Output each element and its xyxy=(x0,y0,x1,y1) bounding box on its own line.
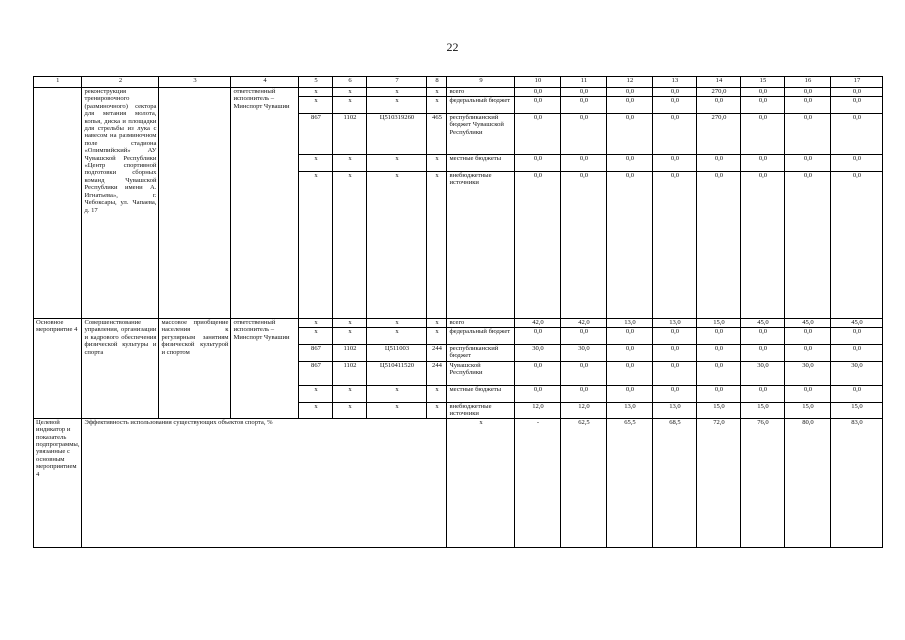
value-cell: 270,0 xyxy=(697,114,741,155)
funding-source-cell: федеральный бюджет xyxy=(447,97,515,114)
value-cell: 0,0 xyxy=(653,172,697,319)
value-cell: 0,0 xyxy=(607,97,653,114)
goal-empty xyxy=(159,88,231,319)
code-cell-c7: x xyxy=(367,172,427,319)
code-cell-c8: 244 xyxy=(427,345,447,362)
indicator-value: 72,0 xyxy=(697,418,741,547)
indicator-value: 65,5 xyxy=(607,418,653,547)
code-cell-c6: 1102 xyxy=(333,345,367,362)
code-cell-c5: x xyxy=(299,386,333,403)
header-cell: 1 xyxy=(34,77,82,88)
value-cell: 0,0 xyxy=(653,328,697,345)
funding-source-cell: местные бюджеты xyxy=(447,386,515,403)
value-cell: 0,0 xyxy=(785,155,831,172)
code-cell-c6: 1102 xyxy=(333,362,367,386)
value-cell: 0,0 xyxy=(741,97,785,114)
value-cell: 0,0 xyxy=(561,386,607,403)
header-row xyxy=(34,77,883,88)
code-cell-c8: 465 xyxy=(427,114,447,155)
indicator-unit: x xyxy=(447,418,515,547)
indicator-row xyxy=(34,418,883,547)
code-cell-c6: x xyxy=(333,155,367,172)
value-cell: 0,0 xyxy=(785,386,831,403)
value-cell: 0,0 xyxy=(697,362,741,386)
header-cell: 2 xyxy=(82,77,159,88)
executor-cell: ответственный исполнитель – Минспорт Чувашии xyxy=(231,88,299,319)
code-cell-c7: Ц511003 xyxy=(367,345,427,362)
funding-source-cell: всего xyxy=(447,88,515,97)
value-cell: 0,0 xyxy=(831,114,883,155)
table-row xyxy=(34,88,883,97)
value-cell: 0,0 xyxy=(607,386,653,403)
value-cell: 0,0 xyxy=(561,155,607,172)
code-cell-c8: 244 xyxy=(427,362,447,386)
code-cell-c6: x xyxy=(333,386,367,403)
value-cell: 0,0 xyxy=(607,172,653,319)
code-cell-c8: x xyxy=(427,88,447,97)
indicator-text: Эффективность использования существующих объектов спорта, % xyxy=(82,418,447,547)
value-cell: 0,0 xyxy=(785,328,831,345)
value-cell: 45,0 xyxy=(785,319,831,328)
code-cell-c7: x xyxy=(367,328,427,345)
value-cell: 0,0 xyxy=(741,114,785,155)
measure-name: реконструкция тренировочного (разминочного) сектора для метания молота, копья, диска и площадки для стрельбы из лука с навесом на разминочном поле стадиона «Олимпийский» АУ Чувашской Республики «Центр спортивной подготовки сборных команд Чувашской Республики имени А. Игнатьева», г. Чебоксары, ул. Чапаева, д. 17 xyxy=(82,88,159,319)
value-cell: 0,0 xyxy=(785,172,831,319)
value-cell: 13,0 xyxy=(607,403,653,419)
header-cell: 11 xyxy=(561,77,607,88)
value-cell: 0,0 xyxy=(697,97,741,114)
code-cell-c8: x xyxy=(427,328,447,345)
funding-source-cell: федеральный бюджет xyxy=(447,328,515,345)
code-cell-c8: x xyxy=(427,386,447,403)
value-cell: 0,0 xyxy=(653,362,697,386)
value-cell: 0,0 xyxy=(607,88,653,97)
header-cell: 3 xyxy=(159,77,231,88)
value-cell: 0,0 xyxy=(515,97,561,114)
value-cell: 15,0 xyxy=(785,403,831,419)
code-cell-c6: x xyxy=(333,88,367,97)
executor-cell: ответственный исполнитель – Минспорт Чувашии xyxy=(231,319,299,419)
value-cell: 0,0 xyxy=(653,97,697,114)
header-cell: 14 xyxy=(697,77,741,88)
value-cell: 0,0 xyxy=(697,155,741,172)
funding-source-cell: внебюджетные источники xyxy=(447,172,515,319)
value-cell: 15,0 xyxy=(697,403,741,419)
funding-source-cell: внебюджетные источники xyxy=(447,403,515,419)
value-cell: 13,0 xyxy=(653,319,697,328)
value-cell: 0,0 xyxy=(515,114,561,155)
code-cell-c7: x xyxy=(367,88,427,97)
indicator-value: 76,0 xyxy=(741,418,785,547)
value-cell: 0,0 xyxy=(831,386,883,403)
page-number: 22 xyxy=(446,40,459,54)
code-cell-c6: x xyxy=(333,403,367,419)
code-cell-c7: Ц510411520 xyxy=(367,362,427,386)
value-cell: 0,0 xyxy=(741,328,785,345)
value-cell: 0,0 xyxy=(515,172,561,319)
indicator-value: 83,0 xyxy=(831,418,883,547)
value-cell: 270,0 xyxy=(697,88,741,97)
value-cell: 0,0 xyxy=(515,155,561,172)
funding-source-cell: всего xyxy=(447,319,515,328)
budget-table xyxy=(33,76,883,548)
value-cell: 0,0 xyxy=(697,172,741,319)
value-cell: 0,0 xyxy=(653,114,697,155)
indicator-value: - xyxy=(515,418,561,547)
code-cell-c6: x xyxy=(333,328,367,345)
header-cell: 4 xyxy=(231,77,299,88)
code-cell-c6: x xyxy=(333,319,367,328)
value-cell: 0,0 xyxy=(653,88,697,97)
indicator-value: 68,5 xyxy=(653,418,697,547)
code-cell-c6: x xyxy=(333,97,367,114)
value-cell: 45,0 xyxy=(741,319,785,328)
code-cell-c5: x xyxy=(299,403,333,419)
measure-name: Совершенствование управления, организации и кадрового обеспечения физической культуры и спорта xyxy=(82,319,159,419)
value-cell: 0,0 xyxy=(741,345,785,362)
indicator-value: 80,0 xyxy=(785,418,831,547)
code-cell-c8: x xyxy=(427,97,447,114)
value-cell: 0,0 xyxy=(515,386,561,403)
row-label-empty xyxy=(34,88,82,319)
value-cell: 0,0 xyxy=(831,155,883,172)
value-cell: 0,0 xyxy=(607,328,653,345)
value-cell: 0,0 xyxy=(607,114,653,155)
value-cell: 42,0 xyxy=(561,319,607,328)
header-cell: 10 xyxy=(515,77,561,88)
code-cell-c5: x xyxy=(299,328,333,345)
goal-cell: массовое приобщение населения к регулярным занятиям физической культурой и спортом xyxy=(159,319,231,419)
header-cell: 9 xyxy=(447,77,515,88)
indicator-label: Целевой индикатор и показатель подпрограммы, увязанные с основным мероприятием 4 xyxy=(34,418,82,547)
code-cell-c6: x xyxy=(333,172,367,319)
value-cell: 0,0 xyxy=(831,328,883,345)
value-cell: 0,0 xyxy=(697,386,741,403)
value-cell: 0,0 xyxy=(561,97,607,114)
header-cell: 13 xyxy=(653,77,697,88)
value-cell: 0,0 xyxy=(741,386,785,403)
value-cell: 0,0 xyxy=(741,172,785,319)
value-cell: 0,0 xyxy=(653,386,697,403)
code-cell-c7: x xyxy=(367,97,427,114)
value-cell: 0,0 xyxy=(607,362,653,386)
funding-source-cell: Чувашской Республики xyxy=(447,362,515,386)
code-cell-c7: x xyxy=(367,386,427,403)
funding-source-cell: республиканский бюджет xyxy=(447,345,515,362)
code-cell-c5: x xyxy=(299,172,333,319)
value-cell: 0,0 xyxy=(831,88,883,97)
code-cell-c6: 1102 xyxy=(333,114,367,155)
value-cell: 0,0 xyxy=(831,97,883,114)
value-cell: 13,0 xyxy=(607,319,653,328)
code-cell-c5: 867 xyxy=(299,362,333,386)
value-cell: 45,0 xyxy=(831,319,883,328)
value-cell: 0,0 xyxy=(831,172,883,319)
header-cell: 12 xyxy=(607,77,653,88)
funding-source-cell: республиканский бюджет Чувашской Республики xyxy=(447,114,515,155)
value-cell: 30,0 xyxy=(785,362,831,386)
value-cell: 12,0 xyxy=(561,403,607,419)
code-cell-c7: x xyxy=(367,319,427,328)
value-cell: 42,0 xyxy=(515,319,561,328)
funding-source-cell: местные бюджеты xyxy=(447,155,515,172)
header-cell: 17 xyxy=(831,77,883,88)
value-cell: 30,0 xyxy=(741,362,785,386)
code-cell-c7: x xyxy=(367,155,427,172)
code-cell-c7: Ц510319260 xyxy=(367,114,427,155)
main-measure-label: Основное мероприятие 4 xyxy=(34,319,82,419)
code-cell-c5: x xyxy=(299,97,333,114)
value-cell: 0,0 xyxy=(561,362,607,386)
value-cell: 0,0 xyxy=(515,88,561,97)
table-row xyxy=(34,319,883,328)
value-cell: 0,0 xyxy=(561,328,607,345)
code-cell-c5: 867 xyxy=(299,114,333,155)
code-cell-c7: x xyxy=(367,403,427,419)
value-cell: 0,0 xyxy=(653,345,697,362)
value-cell: 0,0 xyxy=(785,345,831,362)
indicator-value: 62,5 xyxy=(561,418,607,547)
code-cell-c5: x xyxy=(299,88,333,97)
value-cell: 12,0 xyxy=(515,403,561,419)
value-cell: 0,0 xyxy=(697,328,741,345)
value-cell: 0,0 xyxy=(697,345,741,362)
code-cell-c8: x xyxy=(427,172,447,319)
header-cell: 5 xyxy=(299,77,333,88)
code-cell-c8: x xyxy=(427,319,447,328)
value-cell: 0,0 xyxy=(607,345,653,362)
value-cell: 30,0 xyxy=(515,345,561,362)
header-cell: 6 xyxy=(333,77,367,88)
code-cell-c5: x xyxy=(299,155,333,172)
code-cell-c5: x xyxy=(299,319,333,328)
value-cell: 15,0 xyxy=(741,403,785,419)
header-cell: 15 xyxy=(741,77,785,88)
value-cell: 0,0 xyxy=(741,155,785,172)
value-cell: 0,0 xyxy=(515,328,561,345)
header-cell: 7 xyxy=(367,77,427,88)
value-cell: 0,0 xyxy=(561,88,607,97)
value-cell: 0,0 xyxy=(515,362,561,386)
value-cell: 15,0 xyxy=(697,319,741,328)
value-cell: 0,0 xyxy=(831,345,883,362)
value-cell: 15,0 xyxy=(831,403,883,419)
value-cell: 0,0 xyxy=(653,155,697,172)
value-cell: 30,0 xyxy=(561,345,607,362)
code-cell-c8: x xyxy=(427,155,447,172)
value-cell: 0,0 xyxy=(561,172,607,319)
value-cell: 0,0 xyxy=(785,97,831,114)
value-cell: 0,0 xyxy=(741,88,785,97)
header-cell: 8 xyxy=(427,77,447,88)
value-cell: 13,0 xyxy=(653,403,697,419)
value-cell: 0,0 xyxy=(561,114,607,155)
value-cell: 0,0 xyxy=(607,155,653,172)
value-cell: 0,0 xyxy=(785,88,831,97)
header-cell: 16 xyxy=(785,77,831,88)
value-cell: 30,0 xyxy=(831,362,883,386)
code-cell-c5: 867 xyxy=(299,345,333,362)
value-cell: 0,0 xyxy=(785,114,831,155)
code-cell-c8: x xyxy=(427,403,447,419)
